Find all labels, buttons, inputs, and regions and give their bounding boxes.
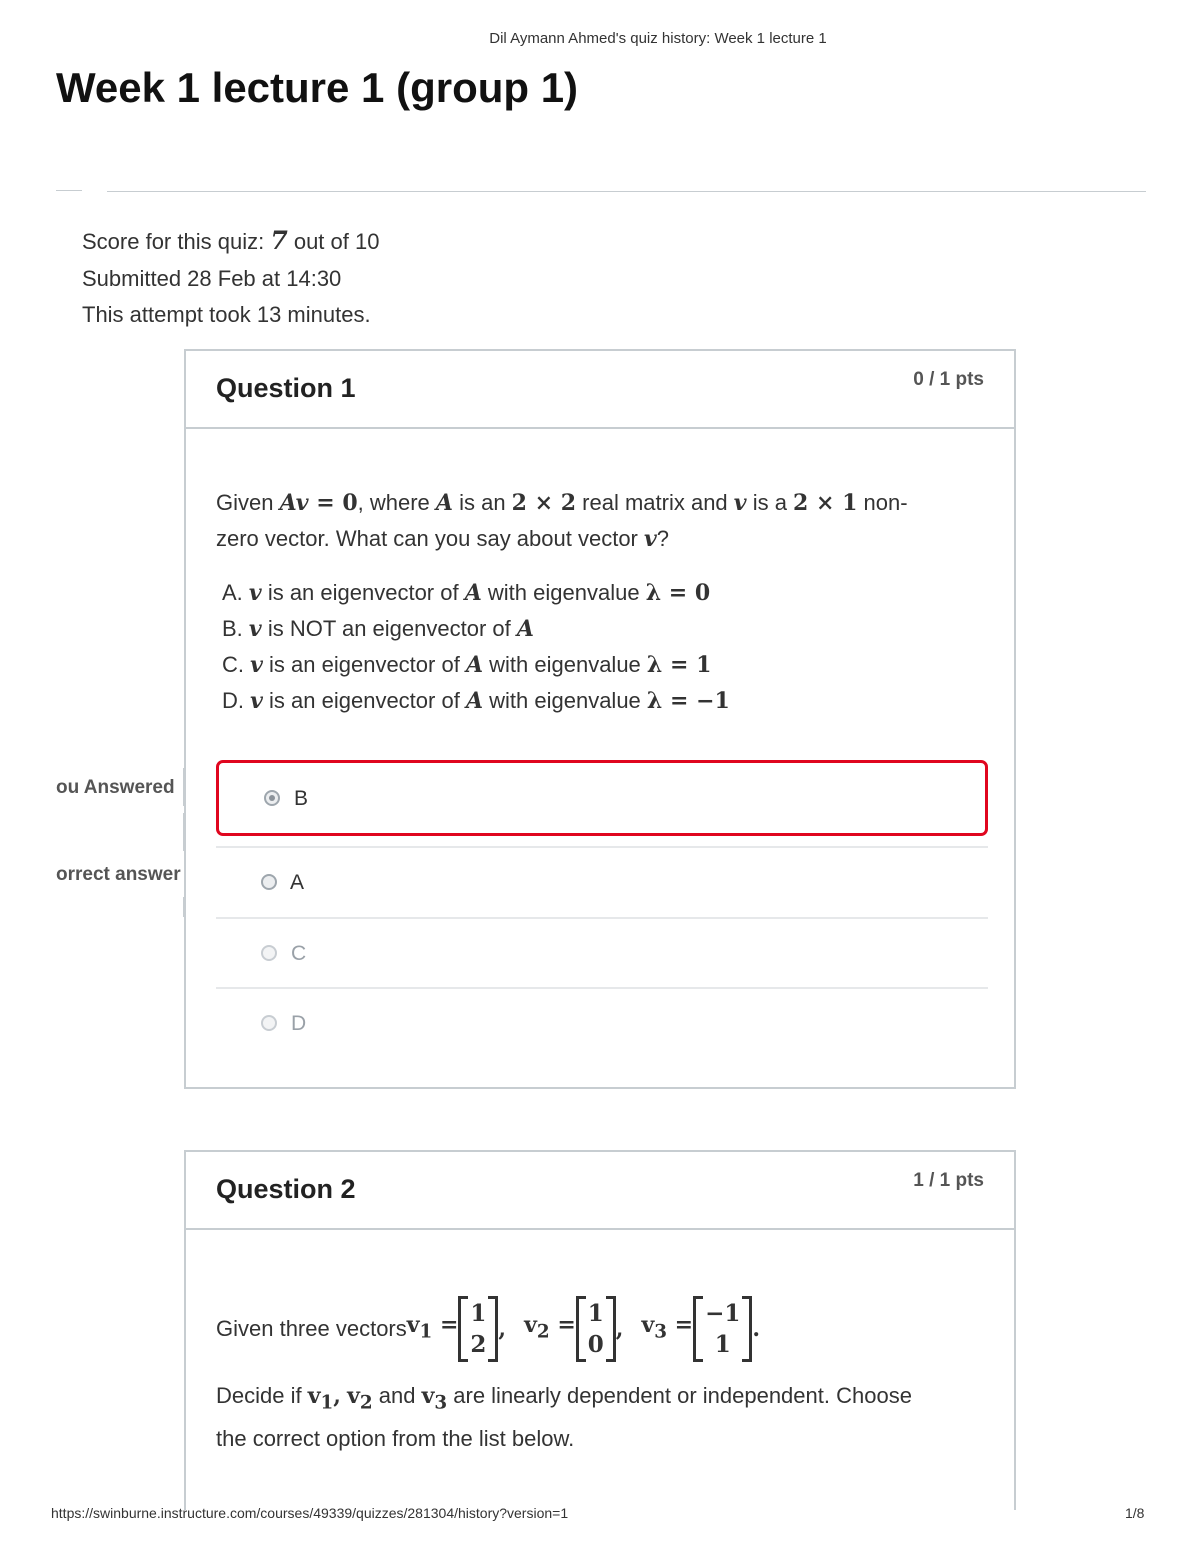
question-text bbox=[216, 1288, 760, 1369]
answer-label: D bbox=[291, 1012, 307, 1035]
text-run: is a bbox=[746, 490, 794, 515]
you-answered-label: ou Answered bbox=[56, 777, 175, 798]
matrix-column bbox=[703, 1298, 742, 1360]
text-run: is an eigenvector of bbox=[262, 652, 466, 677]
score-value: 7 bbox=[270, 226, 288, 255]
vector-v2 bbox=[524, 1288, 576, 1369]
math-run: v bbox=[248, 616, 262, 642]
divider bbox=[56, 190, 82, 191]
math-run: = bbox=[667, 1312, 694, 1338]
vector-v3 bbox=[641, 1288, 693, 1369]
math-sub: 3 bbox=[654, 1321, 667, 1343]
choice-item bbox=[222, 611, 730, 647]
footer-url: https://swinburne.instructure.com/courses/49339/quizzes/281304/history?version=1 bbox=[51, 1505, 569, 1521]
answer-option-correct[interactable] bbox=[216, 846, 988, 916]
text-run: Given three vectors bbox=[216, 1315, 407, 1341]
math-run: v bbox=[250, 688, 263, 714]
bracket-left bbox=[458, 1296, 468, 1362]
text-run: and bbox=[372, 1383, 422, 1408]
math-run: Av bbox=[279, 490, 309, 516]
side-marker bbox=[183, 768, 186, 806]
math-expr bbox=[517, 616, 534, 642]
math-sub: 1 bbox=[419, 1321, 433, 1343]
matrix-column bbox=[468, 1298, 488, 1360]
answer-label: C bbox=[291, 942, 307, 965]
matrix-entry: 1 bbox=[587, 1299, 604, 1327]
choice-item bbox=[222, 683, 730, 719]
math-sub: 2 bbox=[359, 1392, 373, 1414]
question-1-card bbox=[184, 349, 1016, 1089]
math-expr bbox=[250, 688, 263, 714]
math-sub: 3 bbox=[434, 1392, 448, 1414]
matrix-entry: 2 bbox=[470, 1330, 487, 1358]
math-run: A bbox=[465, 688, 484, 714]
text-run: Decide if bbox=[216, 1383, 308, 1408]
math-expr: λ = 0 bbox=[645, 580, 711, 606]
matrix-entry: 1 bbox=[714, 1330, 731, 1358]
math-expr bbox=[307, 1383, 341, 1414]
math-run: . bbox=[752, 1315, 761, 1342]
math-run: v bbox=[347, 1383, 360, 1409]
text-run: with eigenvalue bbox=[481, 580, 646, 605]
quiz-score bbox=[82, 226, 379, 255]
side-marker bbox=[183, 813, 186, 851]
radio-icon[interactable] bbox=[261, 945, 277, 961]
page-title: Week 1 lecture 1 (group 1) bbox=[56, 64, 579, 111]
math-run: , bbox=[498, 1315, 507, 1342]
radio-icon[interactable] bbox=[261, 1015, 277, 1031]
math-expr bbox=[249, 616, 262, 642]
score-label: Score for this quiz: bbox=[82, 229, 271, 254]
math-run: v bbox=[307, 1383, 321, 1409]
text-run: zero vector. What can you say about vector bbox=[216, 526, 644, 551]
answer-label: B bbox=[294, 787, 309, 810]
math-run: A bbox=[435, 490, 453, 516]
question-instructions bbox=[216, 1378, 912, 1457]
matrix-entry: 0 bbox=[587, 1330, 604, 1358]
bracket-left bbox=[576, 1296, 586, 1362]
text-run: is an bbox=[452, 490, 512, 515]
question-title: Question 2 bbox=[216, 1174, 356, 1204]
math-run: v bbox=[248, 580, 262, 606]
vector-v1-matrix bbox=[458, 1296, 498, 1362]
matrix-column bbox=[586, 1298, 606, 1360]
text-run: the correct option from the list below. bbox=[216, 1426, 575, 1452]
choice-item bbox=[222, 647, 730, 683]
math-run: = bbox=[549, 1312, 576, 1338]
answer-option-selected[interactable] bbox=[216, 760, 988, 836]
math-run: v bbox=[406, 1312, 420, 1338]
text-run: is an eigenvector of bbox=[262, 688, 466, 713]
math-expr: λ = −1 bbox=[646, 688, 730, 714]
math-sub: 1 bbox=[320, 1392, 334, 1414]
choice-letter: D. bbox=[222, 688, 251, 713]
correct-answer-label: orrect answer bbox=[56, 864, 181, 885]
question-points: 1 / 1 pts bbox=[913, 1170, 984, 1191]
text-run: real matrix and bbox=[576, 490, 734, 515]
answer-option[interactable] bbox=[216, 987, 988, 1057]
question-header bbox=[186, 351, 1014, 429]
question-title: Question 1 bbox=[216, 373, 356, 403]
math-run: = 0 bbox=[308, 490, 358, 516]
choice-letter: A. bbox=[222, 580, 249, 605]
radio-selected-icon[interactable] bbox=[264, 790, 280, 806]
question-2-card bbox=[184, 1150, 1016, 1510]
choice-item bbox=[222, 575, 730, 611]
math-run: , bbox=[333, 1383, 341, 1409]
text-run: ? bbox=[656, 526, 670, 551]
matrix-entry: −1 bbox=[705, 1299, 741, 1327]
math-expr bbox=[734, 490, 747, 516]
math-expr bbox=[249, 580, 262, 606]
answer-option[interactable] bbox=[216, 917, 988, 987]
math-expr: 2 × 2 bbox=[511, 490, 577, 516]
math-run: A bbox=[516, 616, 534, 642]
question-header bbox=[186, 1152, 1014, 1230]
math-run: v bbox=[524, 1312, 537, 1338]
math-expr bbox=[465, 580, 482, 606]
math-expr bbox=[644, 526, 657, 552]
math-run: v bbox=[644, 526, 657, 552]
text-run: non- bbox=[857, 490, 908, 515]
math-expr bbox=[421, 1383, 448, 1414]
print-header: Dil Aymann Ahmed's quiz history: Week 1 lecture 1 bbox=[489, 30, 827, 47]
footer-page-number: 1/8 bbox=[1125, 1505, 1145, 1521]
attempt-duration: This attempt took 13 minutes. bbox=[82, 302, 371, 327]
math-run: , bbox=[615, 1315, 624, 1342]
math-expr: 2 × 1 bbox=[793, 490, 858, 516]
vector-v3-matrix bbox=[693, 1296, 752, 1362]
math-run: = bbox=[432, 1312, 459, 1338]
math-run: v bbox=[250, 652, 263, 678]
math-expr bbox=[466, 652, 483, 678]
text-run: Given bbox=[216, 490, 280, 515]
radio-icon[interactable] bbox=[261, 874, 277, 890]
score-total: out of 10 bbox=[287, 229, 380, 254]
bracket-right bbox=[606, 1296, 616, 1362]
math-expr bbox=[347, 1383, 373, 1414]
math-run: A bbox=[464, 580, 482, 606]
bracket-left bbox=[693, 1296, 703, 1362]
bracket-right bbox=[742, 1296, 752, 1362]
divider bbox=[107, 191, 1146, 192]
vector-v2-matrix bbox=[576, 1296, 616, 1362]
math-run: v bbox=[421, 1383, 435, 1409]
text-run: is NOT an eigenvector of bbox=[261, 616, 517, 641]
question-points: 0 / 1 pts bbox=[913, 369, 984, 390]
side-marker bbox=[183, 897, 186, 917]
vector-v1 bbox=[407, 1288, 459, 1369]
text-run: is an eigenvector of bbox=[261, 580, 465, 605]
question-text bbox=[216, 485, 908, 557]
math-expr bbox=[436, 490, 453, 516]
text-run: , where bbox=[357, 490, 436, 515]
text-run: with eigenvalue bbox=[483, 652, 647, 677]
math-expr bbox=[466, 688, 483, 714]
math-run: v bbox=[641, 1312, 655, 1338]
submitted-time: Submitted 28 Feb at 14:30 bbox=[82, 266, 342, 291]
bracket-right bbox=[488, 1296, 498, 1362]
choice-list bbox=[222, 575, 730, 719]
math-expr bbox=[280, 490, 358, 516]
text-run: are linearly dependent or independent. Choose bbox=[447, 1383, 912, 1408]
choice-letter: B. bbox=[222, 616, 249, 641]
math-sub: 2 bbox=[536, 1321, 550, 1343]
math-expr bbox=[250, 652, 263, 678]
math-expr: λ = 1 bbox=[646, 652, 712, 678]
math-run: A bbox=[465, 652, 484, 678]
answer-label: A bbox=[290, 871, 305, 894]
text-run: with eigenvalue bbox=[483, 688, 647, 713]
matrix-entry: 1 bbox=[470, 1299, 487, 1327]
math-run: v bbox=[733, 490, 747, 516]
choice-letter: C. bbox=[222, 652, 251, 677]
